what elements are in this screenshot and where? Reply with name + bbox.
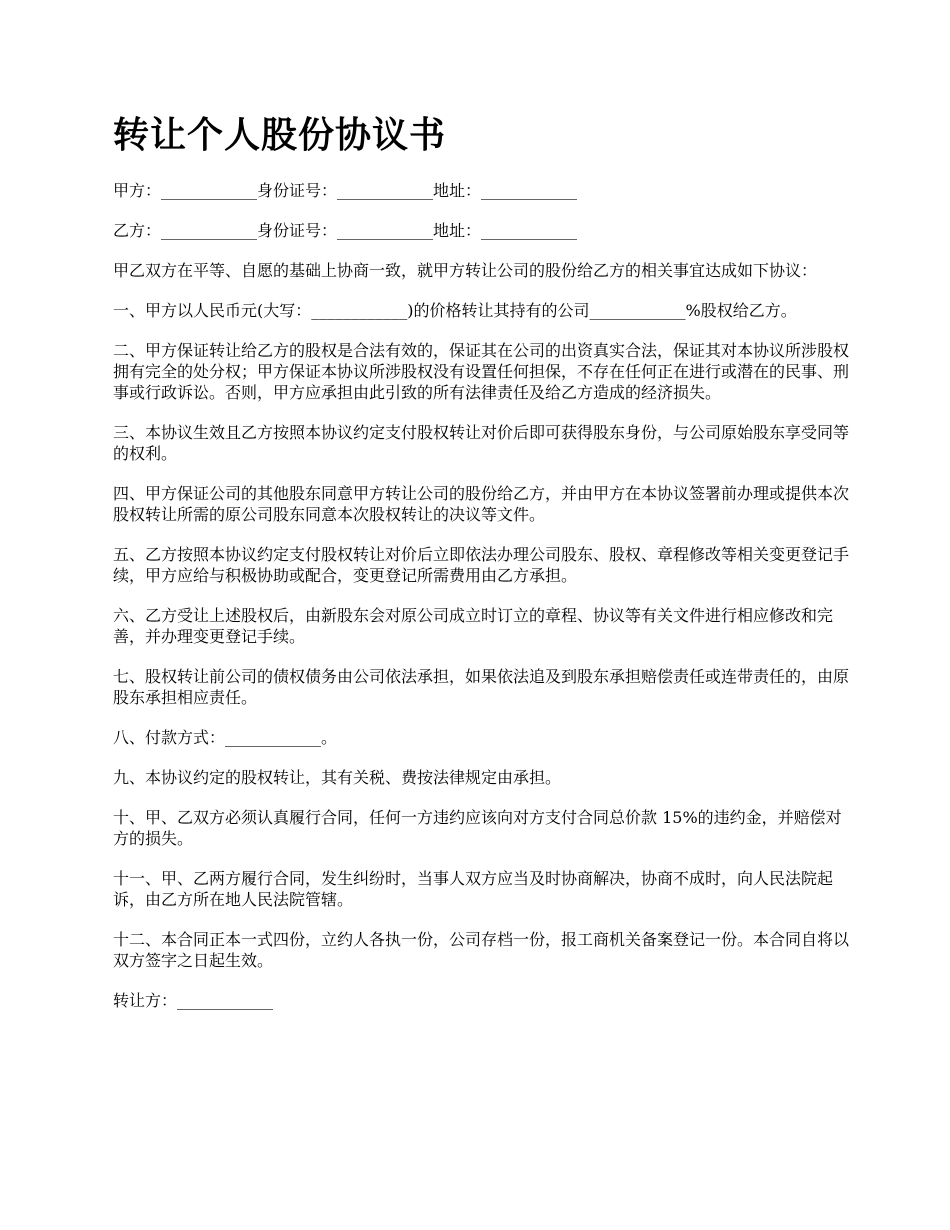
document-title: 转让个人股份协议书 [113,115,447,156]
clause-12: 十二、本合同正本一式四份，立约人各执一份，公司存档一份，报工商机关备案登记一份。本合同自将以双方签字之日起生效。 [113,930,850,970]
clause-9: 九、本协议约定的股权转让，其有关税、费按法律规定由承担。 [113,768,562,787]
clause-7: 七、股权转让前公司的债权债务由公司依法承担，如果依法追及到股东承担赔偿责任或连带责任的，由原股东承担相应责任。 [113,667,850,707]
clause-10: 十、甲、乙双方必须认真履行合同，任何一方违约应该向对方支付合同总价款 15%的违约金，并赔偿对方的损失。 [113,808,842,848]
clause-1: 一、甲方以人民币元(大写：____________)的价格转让其持有的公司____________%股权给乙方。 [113,301,797,320]
preamble: 甲乙双方在平等、自愿的基础上协商一致，就甲方转让公司的股份给乙方的相关事宜达成如下协议： [113,261,818,280]
party-b-line: 乙方：____________身份证号：____________地址：____________ [113,221,578,240]
clause-2: 二、甲方保证转让给乙方的股权是合法有效的，保证其在公司的出资真实合法，保证其对本协议所涉股权拥有完全的处分权；甲方保证本协议所涉股权没有设置任何担保，不存在任何正在进行或潜在的民事、刑事或行政诉讼。否则，甲方应承担由此引致的所有法律责任及给乙方造成的经济损失。 [113,341,850,402]
party-a-line: 甲方：____________身份证号：____________地址：____________ [113,181,578,200]
document-page [113,112,853,1030]
clause-11: 十一、甲、乙两方履行合同，发生纠纷时，当事人双方应当及时协商解决，协商不成时，向人民法院起诉，由乙方所在地人民法院管辖。 [113,869,834,909]
clause-5: 五、乙方按照本协议约定支付股权转让对价后立即依法办理公司股东、股权、章程修改等相关变更登记手续，甲方应给与积极协助或配合，变更登记所需费用由乙方承担。 [113,545,850,585]
clause-3: 三、本协议生效且乙方按照本协议约定支付股权转让对价后即可获得股东身份，与公司原始股东享受同等的权利。 [113,423,850,463]
clause-6: 六、乙方受让上述股权后，由新股东会对原公司成立时订立的章程、协议等有关文件进行相应修改和完善，并办理变更登记手续。 [113,606,834,646]
clause-8: 八、付款方式：____________。 [113,728,338,747]
clause-4: 四、甲方保证公司的其他股东同意甲方转让公司的股份给乙方，并由甲方在本协议签署前办理或提供本次股权转让所需的原公司股东同意本次股权转让的决议等文件。 [113,484,850,524]
transferor-signature-line: 转让方：____________ [113,991,274,1010]
